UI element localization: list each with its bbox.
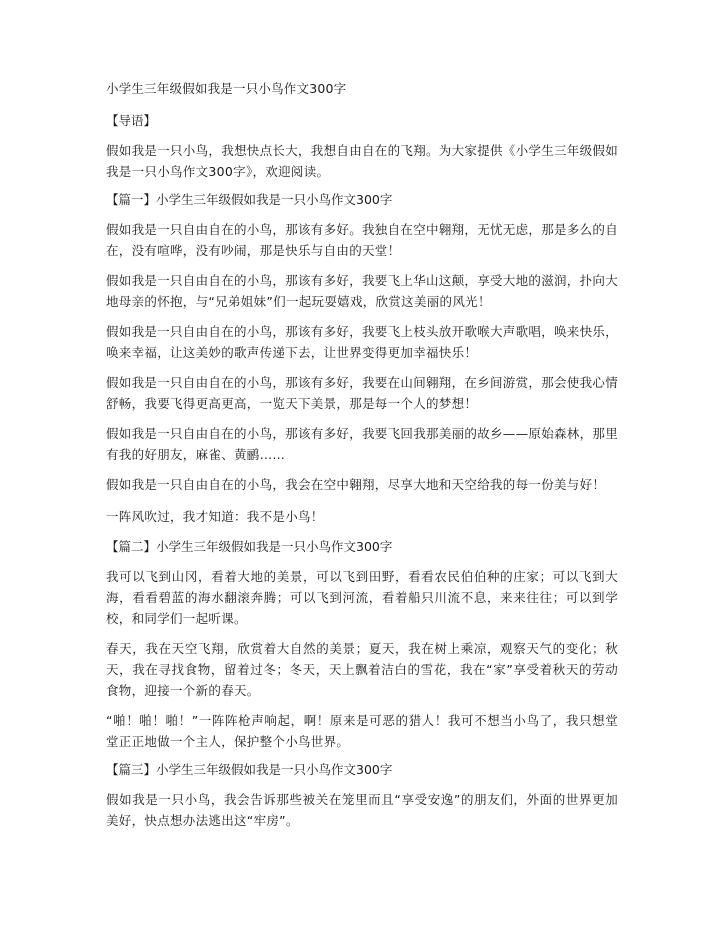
document-title: 小学生三年级假如我是一只小鸟作文300字 (106, 81, 347, 96)
section-2-heading: 【篇二】小学生三年级假如我是一只小鸟作文300字 (106, 539, 393, 554)
section-2-paragraph: 春天，我在天空飞翔，欣赏着大自然的美景；夏天，我在树上乘凉，观察天气的变化；秋天，我在寻找食物，留着过冬；冬天，天上飘着洁白的雪花，我在“家”享受着秋天的劳动食物，迎接一个新的春天。 (106, 641, 618, 698)
section-1-paragraph: 一阵风吹过，我才知道：我不是小鸟！ (106, 509, 324, 524)
section-3-paragraph: 假如我是一只小鸟，我会告诉那些被关在笼里而且“享受安逸”的朋友们，外面的世界更加美好，快点想办法逃出这“牢房”。 (106, 792, 618, 828)
section-1-paragraph: 假如我是一只自由自在的小鸟，那该有多好，我要飞上枝头放开歌喉大声歌唱，唤来快乐，唤来幸福，让这美妙的歌声传递下去，让世界变得更加幸福快乐！ (106, 324, 619, 360)
section-1-paragraph: 假如我是一只自由自在的小鸟，我会在空中翱翔，尽享大地和天空给我的每一份美与好！ (106, 477, 606, 492)
section-1-paragraph: 假如我是一只自由自在的小鸟，那该有多好。我独自在空中翱翔，无忧无虑，那是多么的自在，没有喧哗，没有吵闹，那是快乐与自由的天堂！ (106, 222, 619, 258)
section-1-paragraph: 假如我是一只自由自在的小鸟，那该有多好，我要在山间翱翔，在乡间游赏，那会使我心情舒畅，我要飞得更高更高，一览天下美景，那是每一个人的梦想！ (106, 375, 619, 411)
section-1-paragraph: 假如我是一只自由自在的小鸟，那该有多好，我要飞上华山这颠，享受大地的滋润，扑向大地母亲的怀抱，与“兄弟姐妹”们一起玩耍嬉戏，欣赏这美丽的风光！ (106, 273, 619, 309)
intro-heading: 【导语】 (106, 113, 157, 128)
section-1-paragraph: 假如我是一只自由自在的小鸟，那该有多好，我要飞回我那美丽的故乡——原始森林，那里有我的好朋友，麻雀、黄鹂…… (106, 426, 619, 462)
intro-paragraph: 假如我是一只小鸟，我想快点长大，我想自由自在的飞翔。为大家提供《小学生三年级假如我是一只小鸟作文300字》，欢迎阅读。 (106, 143, 619, 179)
document-page (106, 80, 618, 840)
section-2-paragraph: 我可以飞到山冈，看着大地的美景，可以飞到田野，看看农民伯伯种的庄家；可以飞到大海，看看碧蓝的海水翻滚奔腾；可以飞到河流，看着船只川流不息，来来往往；可以到学校，和同学们一起听课。 (106, 569, 618, 626)
section-2-paragraph: “啪！啪！啪！”一阵阵枪声响起，啊！原来是可恶的猎人！我可不想当小鸟了，我只想堂堂正正地做一个主人，保护整个小鸟世界。 (106, 713, 618, 749)
section-3-heading: 【篇三】小学生三年级假如我是一只小鸟作文300字 (106, 762, 393, 777)
section-1-heading: 【篇一】小学生三年级假如我是一只小鸟作文300字 (106, 192, 393, 207)
